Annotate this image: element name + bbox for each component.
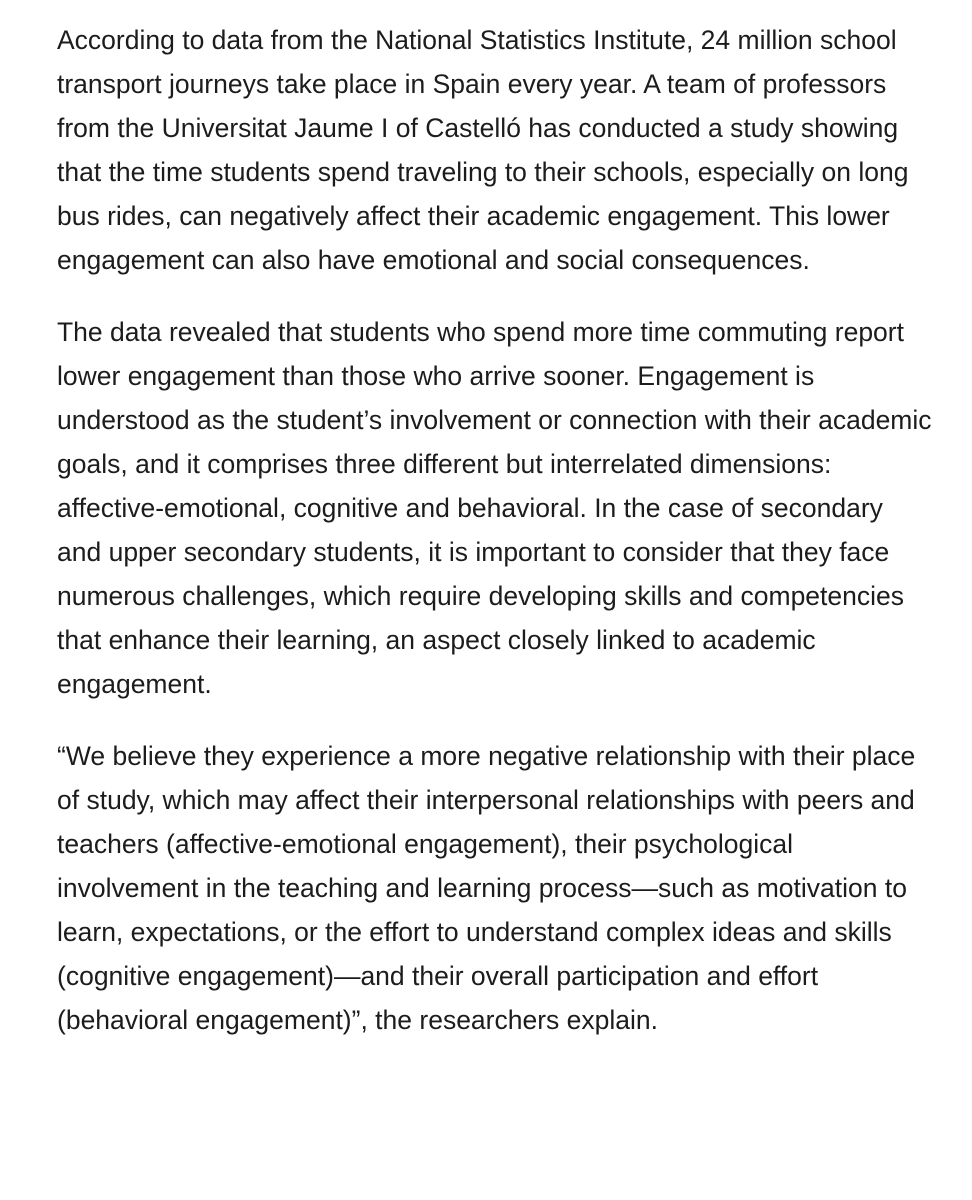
- paragraph-1: According to data from the National Statistics Institute, 24 million school transport journeys take place in Spain every year. A team of professors from the Universitat Jaume I of Castelló has conducted a study showing that the time students spend traveling to their schools, especially on long bus rides, can negatively affect their academic engagement. This lower engagement can also have emotional and social consequences.: [57, 25, 909, 275]
- paragraph-3: “We believe they experience a more negative relationship with their place of study, which may affect their interpersonal relationships with peers and teachers (affective-emotional engagement), their psychological involvement in the teaching and learning process—such as motivation to learn, expectations, or the effort to understand complex ideas and skills (cognitive engagement)—and their overall participation and effort (behavioral engagement)”, the researchers explain.: [57, 741, 916, 1035]
- paragraph-2: The data revealed that students who spend more time commuting report lower engagement than those who arrive sooner. Engagement is understood as the student’s involvement or connection with their academic goals, and it comprises three different but interrelated dimensions: affective-emotional, cognitive and behavioral. In the case of secondary and upper secondary students, it is important to consider that they face numerous challenges, which require developing skills and competencies that enhance their learning, an aspect closely linked to academic engagement.: [57, 317, 932, 699]
